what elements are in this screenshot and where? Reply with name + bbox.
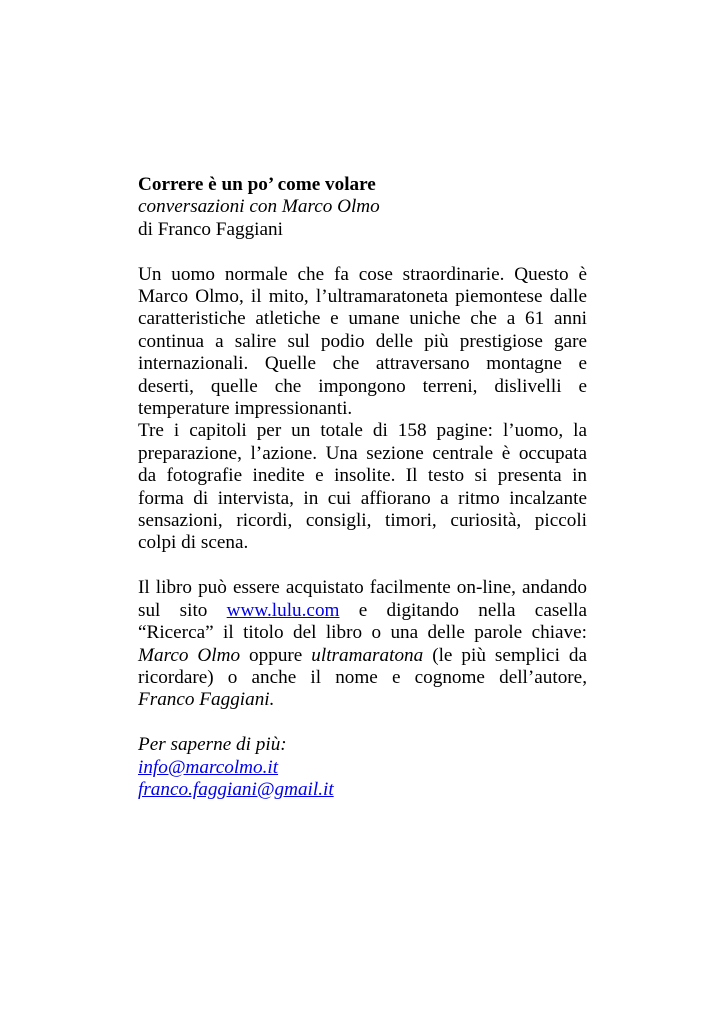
keyword-ultramaratona: ultramaratona (311, 644, 424, 666)
paragraph-line (138, 600, 587, 622)
paragraph-line: continua a salire sul podio delle più prestigiose gare (138, 330, 587, 352)
paragraph-line: Marco Olmo, il mito, l’ultramaratoneta piemontese dalle (138, 286, 587, 308)
email-link-marcolmo[interactable]: info@marcolmo.it (138, 756, 279, 778)
paragraph-line (138, 645, 587, 667)
paragraph-line: preparazione, l’azione. Una sezione centrale è occupata (138, 442, 587, 464)
paragraph-purchase (138, 577, 587, 711)
text-segment: oppure (249, 644, 303, 666)
contact-email-line (138, 779, 587, 801)
lulu-link[interactable]: www.lulu.com (226, 599, 340, 621)
paragraph-line: colpi di scena. (138, 532, 249, 554)
paragraph-line: caratteristiche atletiche e umane uniche che a 61 anni (138, 308, 587, 330)
paragraph-line: temperature impressionanti. (138, 398, 353, 420)
paragraph-line: deserti, quelle che impongono terreni, dislivelli e (138, 375, 587, 397)
spacer (138, 555, 587, 577)
email-link-faggiani[interactable]: franco.faggiani@gmail.it (138, 778, 334, 800)
book-subtitle: conversazioni con Marco Olmo (138, 196, 380, 218)
paragraph-line: Un uomo normale che fa cose straordinarie. Questo è (138, 263, 587, 285)
author-name: Franco Faggiani. (138, 689, 275, 711)
paragraph-chapters (138, 420, 587, 554)
paragraph-line: Tre i capitoli per un totale di 158 pagine: l’uomo, la (138, 420, 587, 442)
keyword-marco-olmo: Marco Olmo (138, 644, 241, 666)
paragraph-line: Il libro può essere acquistato facilmente on-line, andando (138, 577, 587, 599)
paragraph-line: “Ricerca” il titolo del libro o una delle parole chiave: (138, 622, 587, 644)
spacer (138, 712, 587, 734)
paragraph-line: ricordare) o anche il nome e cognome dell’autore, (138, 666, 587, 688)
paragraph-line: da fotografie inedite e insolite. Il testo si presenta in (138, 465, 587, 487)
book-title: Correre è un po’ come volare (138, 174, 376, 195)
paragraph-line: forma di intervista, in cui affiorano a ritmo incalzante (138, 487, 587, 509)
text-segment: e digitando nella casella (358, 599, 587, 621)
contact-email-line (138, 757, 587, 779)
paragraph-line: internazionali. Quelle che attraversano montagne e (138, 353, 587, 375)
spacer (138, 241, 587, 263)
author-line: di Franco Faggiani (138, 218, 283, 240)
contacts-label: Per saperne di più: (138, 734, 287, 756)
document-page (138, 174, 587, 801)
paragraph-line: sensazioni, ricordi, consigli, timori, curiosità, piccoli (138, 510, 587, 532)
text-segment: (le più semplici da (432, 644, 587, 666)
contacts-section (138, 734, 587, 801)
paragraph-intro (138, 264, 587, 421)
text-segment: sul sito (138, 599, 208, 621)
